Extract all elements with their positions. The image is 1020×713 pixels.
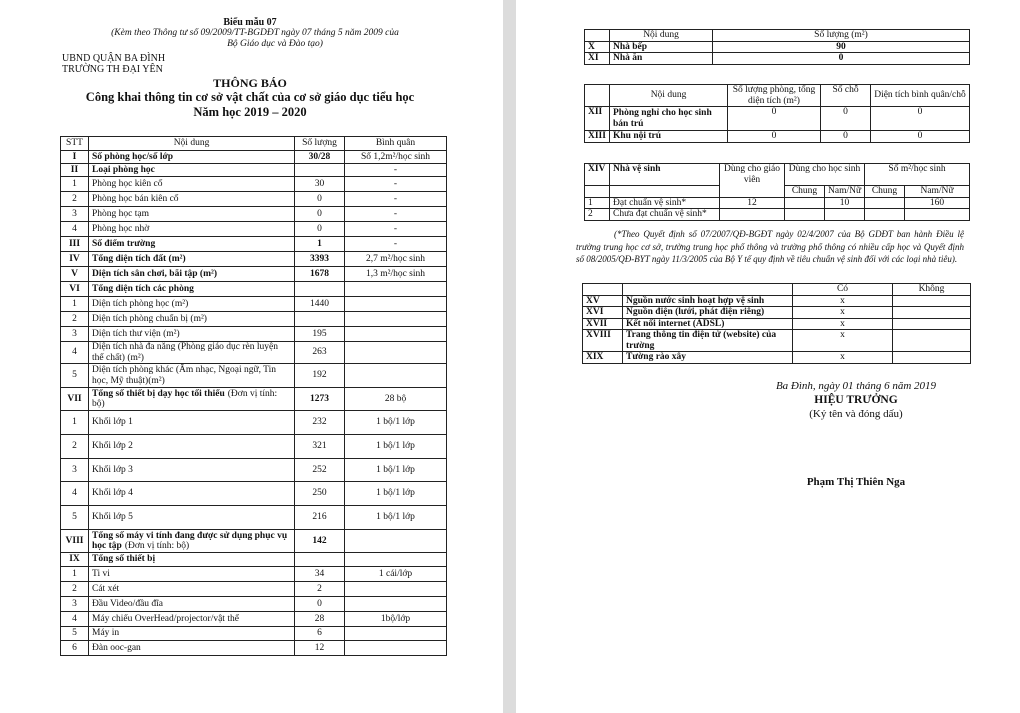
row-average bbox=[345, 641, 447, 656]
row-quantity: 252 bbox=[295, 459, 345, 482]
row-average: - bbox=[345, 164, 447, 177]
row-value: 0 bbox=[713, 53, 970, 65]
row-content bbox=[89, 435, 295, 459]
header-student-male-female: Nam/Nữ bbox=[825, 186, 865, 198]
row-quantity: 142 bbox=[295, 530, 345, 553]
header-avg-per-seat: Diện tích bình quân/chỗ bbox=[871, 85, 970, 107]
row-stt: 1 bbox=[61, 567, 89, 582]
row-stt: 4 bbox=[61, 612, 89, 627]
row-stt: I bbox=[61, 151, 89, 164]
row-content bbox=[89, 482, 295, 506]
row-content-unit: (Đơn vị tính: bộ) bbox=[124, 541, 190, 551]
row-content-text: Diện tích thư viện (m²) bbox=[92, 328, 180, 339]
row-stt: XI bbox=[585, 53, 610, 65]
table-header-row bbox=[61, 137, 447, 151]
row-content-text: Ti vi bbox=[92, 568, 110, 579]
row-no bbox=[893, 295, 971, 307]
row-content bbox=[89, 252, 295, 267]
table-header-row bbox=[585, 164, 970, 186]
table-row bbox=[585, 197, 970, 209]
table-header-row bbox=[585, 30, 970, 42]
header-student: Dùng cho học sinh bbox=[785, 164, 865, 186]
boarding-table bbox=[584, 84, 970, 143]
empty-cell bbox=[585, 186, 610, 198]
row-content: Nhà ăn bbox=[610, 53, 713, 65]
row-stt: 4 bbox=[61, 342, 89, 364]
toilet-table bbox=[584, 163, 970, 221]
table-row bbox=[61, 459, 447, 482]
row-quantity: 2 bbox=[295, 582, 345, 597]
row-content bbox=[89, 506, 295, 530]
row-stt: 3 bbox=[61, 597, 89, 612]
header-content: Nội dung bbox=[610, 30, 713, 42]
row-quantity: 12 bbox=[295, 641, 345, 656]
row-content bbox=[89, 237, 295, 252]
toilet-title: Nhà vệ sinh bbox=[610, 164, 720, 186]
row-average: 1,3 m²/học sinh bbox=[345, 267, 447, 282]
footnote: (*Theo Quyết định số 07/2007/QĐ-BGĐT ngày 02/4/2007 của Bộ GDĐT ban hành Điều lệ trường trung học cơ sở, trường trung học phổ thông và trường phổ thông có nhiều cấp học và Quyết định số 08/2005/QĐ-BYT ngày 11/3/2005 của Bộ Y tế quy định về tiêu chuẩn vệ sinh đối với các loại nhà tiêu). bbox=[576, 229, 964, 264]
row-avg-per-seat: 0 bbox=[871, 107, 970, 131]
header-content: Nội dung bbox=[89, 137, 295, 151]
row-stt: 1 bbox=[61, 177, 89, 192]
school-year: Năm học 2019 – 2020 bbox=[193, 105, 307, 119]
row-average: 1 bộ/1 lớp bbox=[345, 411, 447, 435]
row-content-text: Diện tích phòng học (m²) bbox=[92, 298, 189, 309]
notice-title: THÔNG BÁO bbox=[213, 76, 287, 90]
row-yes: x bbox=[793, 352, 893, 364]
row-content-text: Cát xét bbox=[92, 583, 120, 594]
row-quantity: 192 bbox=[295, 364, 345, 388]
row-stt: IX bbox=[61, 553, 89, 567]
empty-cell bbox=[610, 186, 720, 198]
row-average: - bbox=[345, 237, 447, 252]
form-note-line-2: Bộ Giáo dục và Đào tạo) bbox=[227, 39, 323, 49]
row-content-text: Khối lớp 4 bbox=[92, 488, 133, 499]
table-row bbox=[61, 177, 447, 192]
row-content-text: Phòng học bán kiên cố bbox=[92, 193, 179, 204]
row-m2-common bbox=[865, 209, 905, 221]
form-label: Biểu mẫu 07 bbox=[223, 17, 277, 28]
row-content bbox=[89, 411, 295, 435]
row-m2-common bbox=[865, 197, 905, 209]
row-content: Nguồn điện (lưới, phát điện riêng) bbox=[623, 307, 793, 319]
row-content-text: Khối lớp 2 bbox=[92, 441, 133, 452]
row-content-text: Khối lớp 5 bbox=[92, 512, 133, 523]
row-stt: IV bbox=[61, 252, 89, 267]
row-content bbox=[89, 312, 295, 327]
row-average: 28 bộ bbox=[345, 388, 447, 411]
org-school: TRƯỜNG TH ĐẠI YÊN bbox=[62, 64, 163, 75]
row-stt: 1 bbox=[585, 197, 610, 209]
row-average: 1 bộ/1 lớp bbox=[345, 459, 447, 482]
header-content bbox=[623, 284, 793, 296]
row-average: Số 1,2m²/học sinh bbox=[345, 151, 447, 164]
row-stt: 5 bbox=[61, 364, 89, 388]
header-average: Bình quân bbox=[345, 137, 447, 151]
row-no bbox=[893, 307, 971, 319]
row-stt: 5 bbox=[61, 627, 89, 641]
table-row bbox=[585, 41, 970, 53]
row-stt: 3 bbox=[61, 207, 89, 222]
table-row bbox=[61, 597, 447, 612]
kitchen-table bbox=[584, 29, 970, 65]
row-stt: 2 bbox=[585, 209, 610, 221]
row-stt: III bbox=[61, 237, 89, 252]
row-no bbox=[893, 330, 971, 352]
row-content-text: Diện tích sân chơi, bãi tập (m²) bbox=[92, 268, 218, 279]
table-row bbox=[583, 352, 971, 364]
row-content bbox=[89, 388, 295, 411]
org-district: UBND QUẬN BA ĐÌNH bbox=[62, 53, 166, 64]
header-no: Không bbox=[893, 284, 971, 296]
row-average bbox=[345, 597, 447, 612]
table-row bbox=[61, 267, 447, 282]
row-average bbox=[345, 553, 447, 567]
row-content bbox=[89, 567, 295, 582]
row-content-text: Tổng số thiết bị bbox=[92, 554, 156, 565]
row-stt: 4 bbox=[61, 222, 89, 237]
row-quantity bbox=[295, 312, 345, 327]
row-content: Nguồn nước sinh hoạt hợp vệ sinh bbox=[623, 295, 793, 307]
row-content bbox=[89, 342, 295, 364]
row-content bbox=[89, 207, 295, 222]
row-content bbox=[89, 282, 295, 297]
table-row bbox=[585, 53, 970, 65]
row-stt: 2 bbox=[61, 435, 89, 459]
row-average: - bbox=[345, 207, 447, 222]
row-average bbox=[345, 297, 447, 312]
row-stt: 3 bbox=[61, 327, 89, 342]
row-average: 1 bộ/1 lớp bbox=[345, 435, 447, 459]
row-stt: XIX bbox=[583, 352, 623, 364]
row-content-text: Phòng học nhờ bbox=[92, 223, 150, 234]
table-row bbox=[583, 307, 971, 319]
row-content-text: Khối lớp 1 bbox=[92, 417, 133, 428]
table-row bbox=[61, 312, 447, 327]
row-stt: 2 bbox=[61, 582, 89, 597]
row-seats: 0 bbox=[821, 107, 871, 131]
table-row bbox=[585, 107, 970, 131]
row-average: 1 cái/lớp bbox=[345, 567, 447, 582]
row-stt: XVII bbox=[583, 318, 623, 330]
table-row bbox=[61, 327, 447, 342]
row-content-text: Tổng diện tích các phòng bbox=[92, 283, 194, 294]
row-stt: XII bbox=[585, 107, 610, 131]
row-average bbox=[345, 530, 447, 553]
row-average bbox=[345, 312, 447, 327]
row-quantity bbox=[295, 282, 345, 297]
row-m2-male-female bbox=[905, 209, 970, 221]
row-content bbox=[89, 364, 295, 388]
row-quantity: 0 bbox=[295, 222, 345, 237]
row-quantity: 232 bbox=[295, 411, 345, 435]
row-quantity: 34 bbox=[295, 567, 345, 582]
row-content-text: Máy in bbox=[92, 628, 120, 639]
row-content bbox=[89, 641, 295, 656]
row-rooms-area: 0 bbox=[728, 131, 821, 143]
row-content: Nhà bếp bbox=[610, 41, 713, 53]
row-content-text: Diện tích phòng khác (Âm nhạc, Ngoại ngữ, Tin học, Mỹ thuật)(m²) bbox=[92, 365, 277, 386]
signature-note: (Ký tên và đóng dấu) bbox=[809, 408, 903, 420]
table-row bbox=[61, 553, 447, 567]
row-rooms-area: 0 bbox=[728, 107, 821, 131]
row-content bbox=[89, 192, 295, 207]
row-value: 90 bbox=[713, 41, 970, 53]
row-stt: 3 bbox=[61, 459, 89, 482]
row-avg-per-seat: 0 bbox=[871, 131, 970, 143]
row-stt: XIII bbox=[585, 131, 610, 143]
row-yes: x bbox=[793, 318, 893, 330]
row-content bbox=[89, 151, 295, 164]
row-average: - bbox=[345, 177, 447, 192]
row-stt: XVIII bbox=[583, 330, 623, 352]
row-teacher bbox=[720, 209, 785, 221]
row-student-male-female bbox=[825, 209, 865, 221]
row-stt: 2 bbox=[61, 192, 89, 207]
row-content-text: Tổng số máy vi tính đang được sử dụng phục vụ học tập bbox=[92, 530, 288, 551]
table-row bbox=[61, 435, 447, 459]
row-average bbox=[345, 342, 447, 364]
row-content-text: Khối lớp 3 bbox=[92, 464, 133, 475]
table-row bbox=[61, 237, 447, 252]
row-content bbox=[89, 459, 295, 482]
table-row bbox=[61, 252, 447, 267]
row-content bbox=[89, 553, 295, 567]
row-stt: V bbox=[61, 267, 89, 282]
row-yes: x bbox=[793, 330, 893, 352]
signature-title: HIỆU TRƯỞNG bbox=[814, 394, 898, 406]
row-content-text: Tổng diện tích đất (m²) bbox=[92, 253, 186, 264]
row-yes: x bbox=[793, 307, 893, 319]
table-row bbox=[61, 192, 447, 207]
row-quantity: 263 bbox=[295, 342, 345, 364]
row-m2-male-female: 160 bbox=[905, 197, 970, 209]
header-m2-per-student: Số m²/học sinh bbox=[865, 164, 970, 186]
table-header-row bbox=[583, 284, 971, 296]
row-quantity: 3393 bbox=[295, 252, 345, 267]
row-content bbox=[89, 222, 295, 237]
signature-date: Ba Đình, ngày 01 tháng 6 năm 2019 bbox=[775, 380, 937, 392]
row-quantity: 0 bbox=[295, 207, 345, 222]
row-stt: XV bbox=[583, 295, 623, 307]
row-content: Kết nối internet (ADSL) bbox=[623, 318, 793, 330]
table-row bbox=[61, 506, 447, 530]
row-content bbox=[89, 612, 295, 627]
row-average bbox=[345, 327, 447, 342]
table-row bbox=[61, 530, 447, 553]
row-quantity: 195 bbox=[295, 327, 345, 342]
row-teacher: 12 bbox=[720, 197, 785, 209]
table-row bbox=[61, 582, 447, 597]
header-rooms-area: Số lượng phòng, tổng diện tích (m²) bbox=[728, 85, 821, 107]
table-row bbox=[61, 482, 447, 506]
row-stt: 1 bbox=[61, 411, 89, 435]
row-average bbox=[345, 364, 447, 388]
table-row bbox=[61, 388, 447, 411]
row-quantity: 28 bbox=[295, 612, 345, 627]
header-yes: Có bbox=[793, 284, 893, 296]
table-row bbox=[61, 411, 447, 435]
row-content: Khu nội trú bbox=[610, 131, 728, 143]
row-content: Tường rào xây bbox=[623, 352, 793, 364]
table-row bbox=[61, 297, 447, 312]
row-average: - bbox=[345, 192, 447, 207]
header-content: Nội dung bbox=[610, 85, 728, 107]
row-stt: 2 bbox=[61, 312, 89, 327]
row-content-text: Máy chiếu OverHead/projector/vật thể bbox=[92, 613, 239, 624]
row-quantity: 1 bbox=[295, 237, 345, 252]
table-row bbox=[583, 295, 971, 307]
row-content bbox=[89, 164, 295, 177]
row-content-text: Phòng học tạm bbox=[92, 208, 149, 219]
row-content bbox=[89, 297, 295, 312]
row-content-text: Số điểm trường bbox=[92, 238, 156, 249]
table-row bbox=[61, 567, 447, 582]
row-quantity: 1678 bbox=[295, 267, 345, 282]
row-content-text: Số phòng học/số lớp bbox=[92, 151, 174, 162]
row-content bbox=[89, 597, 295, 612]
table-row bbox=[585, 209, 970, 221]
row-content-text: Diện tích phòng chuẩn bị (m²) bbox=[92, 313, 207, 324]
table-row bbox=[61, 612, 447, 627]
row-quantity: 0 bbox=[295, 192, 345, 207]
row-quantity: 0 bbox=[295, 597, 345, 612]
row-average bbox=[345, 282, 447, 297]
row-content bbox=[89, 582, 295, 597]
row-content bbox=[89, 530, 295, 553]
notice-subtitle: Công khai thông tin cơ sở vật chất của cơ sở giáo dục tiểu học bbox=[85, 90, 415, 104]
row-average: 2,7 m²/học sinh bbox=[345, 252, 447, 267]
row-quantity bbox=[295, 553, 345, 567]
row-quantity: 1273 bbox=[295, 388, 345, 411]
document-page-left bbox=[0, 0, 503, 713]
row-quantity: 250 bbox=[295, 482, 345, 506]
row-average: 1 bộ/1 lớp bbox=[345, 506, 447, 530]
row-stt: 1 bbox=[61, 297, 89, 312]
row-quantity: 30/28 bbox=[295, 151, 345, 164]
row-stt: VII bbox=[61, 388, 89, 411]
header-stt: STT bbox=[61, 137, 89, 151]
row-student-common bbox=[785, 209, 825, 221]
page-gutter bbox=[503, 0, 516, 713]
row-average: - bbox=[345, 222, 447, 237]
header-stt bbox=[585, 30, 610, 42]
utilities-table bbox=[582, 283, 971, 364]
header-m2-male-female: Nam/Nữ bbox=[905, 186, 970, 198]
row-seats: 0 bbox=[821, 131, 871, 143]
header-teacher: Dùng cho giáo viên bbox=[720, 164, 785, 198]
row-content bbox=[89, 177, 295, 192]
row-content-text: Diện tích nhà đa năng (Phòng giáo dục rèn luyện thể chất) (m²) bbox=[92, 342, 278, 363]
row-stt: VIII bbox=[61, 530, 89, 553]
row-stt: 4 bbox=[61, 482, 89, 506]
row-content-text: Đàn ooc-gan bbox=[92, 642, 141, 653]
row-content-text: Phòng học kiên cố bbox=[92, 178, 163, 189]
table-row bbox=[61, 151, 447, 164]
header-seats: Số chỗ bbox=[821, 85, 871, 107]
row-no bbox=[893, 318, 971, 330]
table-row bbox=[583, 318, 971, 330]
row-content-unit: (Đơn vị tính: bộ) bbox=[92, 388, 278, 409]
row-student-common bbox=[785, 197, 825, 209]
row-quantity bbox=[295, 164, 345, 177]
row-stt: X bbox=[585, 41, 610, 53]
table-row bbox=[61, 627, 447, 641]
table-row bbox=[585, 131, 970, 143]
row-student-male-female: 10 bbox=[825, 197, 865, 209]
row-stt: II bbox=[61, 164, 89, 177]
table-row bbox=[61, 641, 447, 656]
header-student-common: Chung bbox=[785, 186, 825, 198]
row-average: 1bộ/lớp bbox=[345, 612, 447, 627]
header-quantity: Số lượng bbox=[295, 137, 345, 151]
row-stt: XVI bbox=[583, 307, 623, 319]
row-content: Phòng nghỉ cho học sinh bán trú bbox=[610, 107, 728, 131]
row-average bbox=[345, 582, 447, 597]
table-row bbox=[61, 222, 447, 237]
row-content: Trang thông tin điện tử (website) của trường bbox=[623, 330, 793, 352]
row-content-text: Đầu Video/đầu đĩa bbox=[92, 598, 164, 609]
header-stt bbox=[583, 284, 623, 296]
row-content-text: Loại phòng học bbox=[92, 164, 155, 175]
signer-name: Phạm Thị Thiên Nga bbox=[806, 476, 906, 488]
table-row bbox=[61, 164, 447, 177]
row-quantity: 6 bbox=[295, 627, 345, 641]
row-quantity: 216 bbox=[295, 506, 345, 530]
header-m2-common: Chung bbox=[865, 186, 905, 198]
header-area: Số lượng (m²) bbox=[713, 30, 970, 42]
row-content bbox=[89, 267, 295, 282]
row-yes: x bbox=[793, 295, 893, 307]
table-header-row bbox=[585, 85, 970, 107]
row-quantity: 1440 bbox=[295, 297, 345, 312]
facilities-table bbox=[60, 136, 447, 656]
row-stt: VI bbox=[61, 282, 89, 297]
row-content: Đạt chuẩn vệ sinh* bbox=[610, 197, 720, 209]
row-content bbox=[89, 327, 295, 342]
table-row bbox=[61, 342, 447, 364]
row-quantity: 321 bbox=[295, 435, 345, 459]
row-content-text: Tổng số thiết bị dạy học tối thiểu bbox=[92, 388, 225, 399]
table-row bbox=[61, 364, 447, 388]
table-row bbox=[61, 282, 447, 297]
row-average bbox=[345, 627, 447, 641]
header-stt bbox=[585, 85, 610, 107]
table-row bbox=[61, 207, 447, 222]
row-no bbox=[893, 352, 971, 364]
row-stt: 5 bbox=[61, 506, 89, 530]
row-stt: 6 bbox=[61, 641, 89, 656]
table-row bbox=[583, 330, 971, 352]
row-quantity: 30 bbox=[295, 177, 345, 192]
row-stt: XIV bbox=[585, 164, 610, 186]
row-content bbox=[89, 627, 295, 641]
row-average: 1 bộ/1 lớp bbox=[345, 482, 447, 506]
row-content: Chưa đạt chuẩn vệ sinh* bbox=[610, 209, 720, 221]
form-note-line-1: (Kèm theo Thông tư số 09/2009/TT-BGDĐT ngày 07 tháng 5 năm 2009 của bbox=[111, 28, 399, 38]
document-page-right bbox=[516, 0, 1020, 713]
